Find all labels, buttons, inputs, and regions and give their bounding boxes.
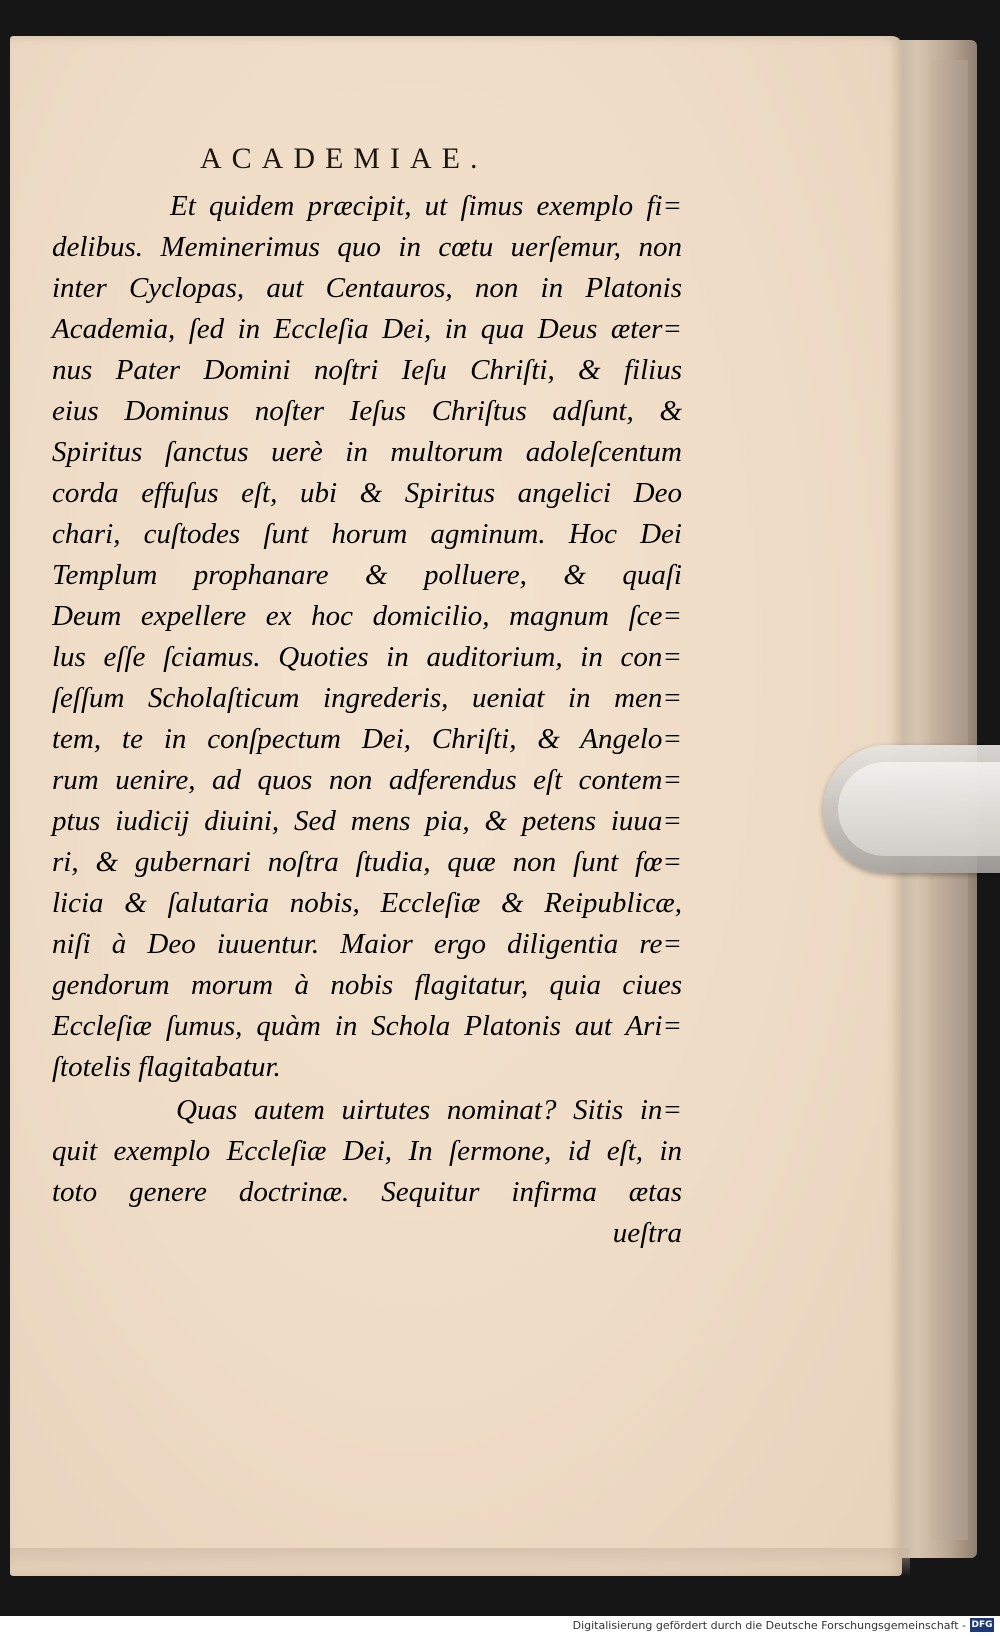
text-line: tem, te in conſpectum Dei, Chriſti, & Angelo= — [52, 723, 682, 755]
text-line: Eccleſiæ ſumus, quàm in Schola Platonis aut Ari= — [52, 1010, 682, 1042]
paragraph-2 — [52, 1090, 682, 1254]
text-line: Academia, ſed in Eccleſia Dei, in qua Deus æter= — [52, 313, 682, 345]
text-line: delibus. Meminerimus quo in cœtu uerſemur, non — [52, 231, 682, 263]
paragraph-1 — [52, 186, 682, 1088]
text-line: niſi à Deo iuuentur. Maior ergo diligentia re= — [52, 928, 682, 960]
running-head: ACADEMIAE. — [200, 142, 488, 175]
footer-credit: Digitalisierung gefördert durch die Deutsche Forschungsgemeinschaft - — [572, 1619, 966, 1632]
catchword: ueſtra — [612, 1217, 682, 1249]
dfg-logo: DFG — [971, 1620, 993, 1630]
text-line: eius Dominus noſter Ieſus Chriſtus adſunt, & — [52, 395, 682, 427]
text-line: ri, & gubernari noſtra ſtudia, quæ non ſunt fœ= — [52, 846, 682, 878]
text-line: quit exemplo Eccleſiæ Dei, In ſermone, id eſt, in — [52, 1135, 682, 1167]
page-clip-inner — [838, 762, 1000, 856]
text-line: corda effuſus eſt, ubi & Spiritus angelici Deo — [52, 477, 682, 509]
text-line: lus eſſe ſciamus. Quoties in auditorium, in con= — [52, 641, 682, 673]
text-line: nus Pater Domini noſtri Ieſu Chriſti, & filius — [52, 354, 682, 386]
text-line: ſtotelis flagitabatur. — [52, 1051, 281, 1083]
text-line: inter Cyclopas, aut Centauros, non in Platonis — [52, 272, 682, 304]
text-line: licia & ſalutaria nobis, Eccleſiæ & Reipublicæ, — [52, 887, 682, 919]
text-line: Et quidem præcipit, ut ſimus exemplo fi= — [170, 190, 682, 222]
text-line: rum uenire, ad quos non adferendus eſt contem= — [52, 764, 682, 796]
text-line: Templum prophanare & polluere, & quaſi — [52, 559, 682, 591]
text-line: Spiritus ſanctus uerè in multorum adoleſcentum — [52, 436, 682, 468]
text-line: Deum expellere ex hoc domicilio, magnum ſce= — [52, 600, 682, 632]
text-line: ſeſſum Scholaſticum ingrederis, ueniat in men= — [52, 682, 682, 714]
page-bottom-shadow — [10, 1548, 910, 1576]
text-line: toto genere doctrinæ. Sequitur infirma ætas — [52, 1176, 682, 1208]
text-line: gendorum morum à nobis flagitatur, quia ciues — [52, 969, 682, 1001]
text-line: Quas autem uirtutes nominat? Sitis in= — [176, 1094, 682, 1126]
text-line: chari, cuſtodes ſunt horum agminum. Hoc Dei — [52, 518, 682, 550]
text-line: ptus iudicij diuini, Sed mens pia, & petens iuua= — [52, 805, 682, 837]
